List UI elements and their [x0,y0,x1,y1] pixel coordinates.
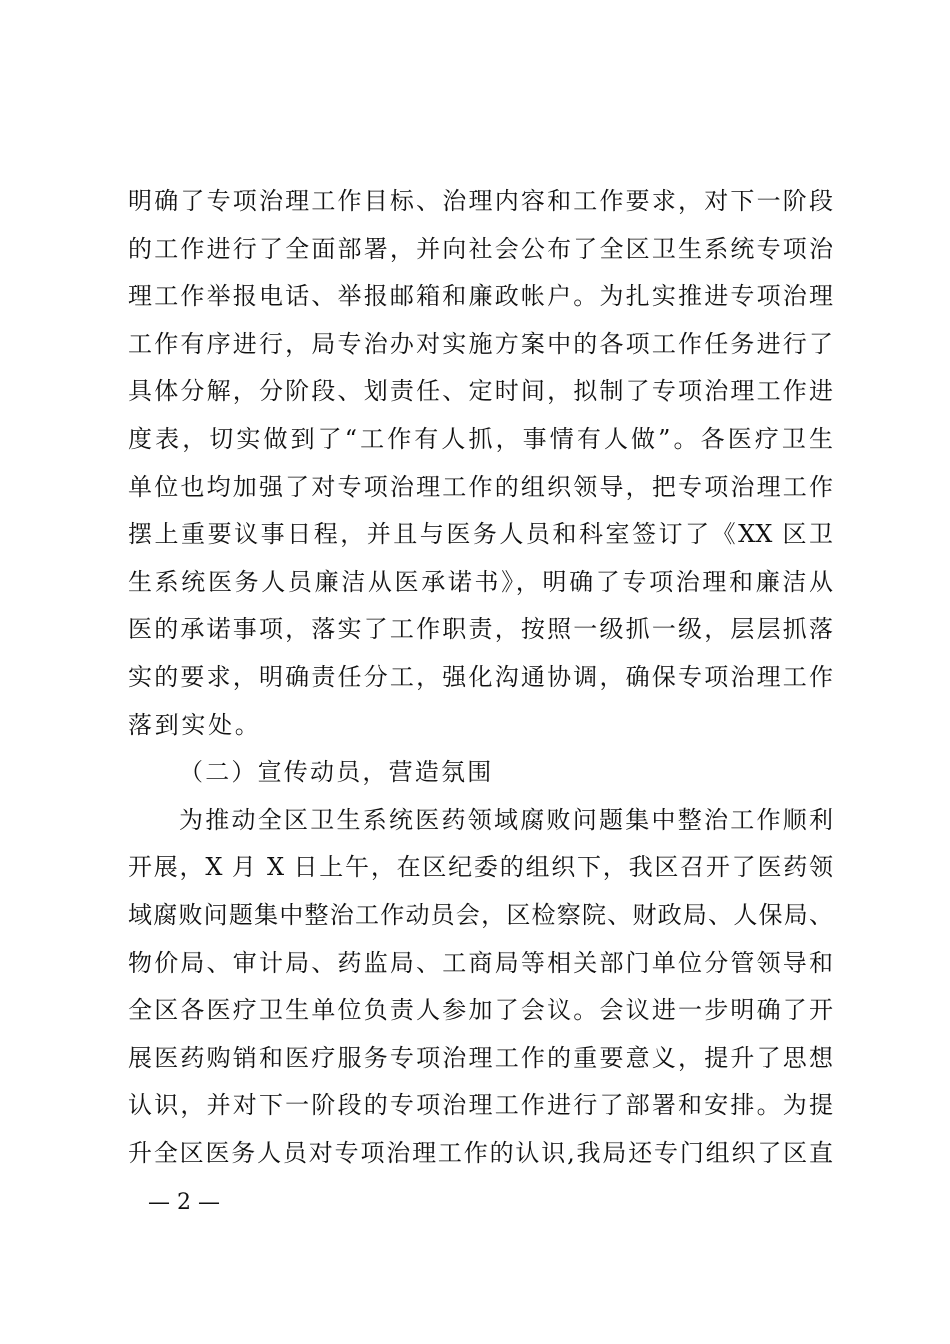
page-number: — 2 — [148,1190,220,1215]
text-line: 升全区医务人员对专项治理工作的认识,我局还专门组织了区直 [128,1138,833,1167]
text-line: 具体分解，分阶段、划责任、定时间，拟制了专项治理工作进 [128,377,833,406]
text-line: 展医药购销和医疗服务专项治理工作的重要意义，提升了思想 [128,1043,833,1072]
text-line: 工作有序进行，局专治办对实施方案中的各项工作任务进行了 [128,329,833,358]
text-line: 摆上重要议事日程，并且与医务人员和科室签订了《XX 区卫 [128,520,833,549]
text-line: 开展，X 月 X 日上午，在区纪委的组织下，我区召开了医药领 [128,853,833,882]
text-line: 域腐败问题集中整治工作动员会，区检察院、财政局、人保局、 [128,900,833,929]
text-line: 生系统医务人员廉洁从医承诺书》，明确了专项治理和廉洁从 [128,567,833,596]
text-line: 落到实处。 [128,710,262,739]
text-line: 实的要求，明确责任分工，强化沟通协调，确保专项治理工作 [128,662,833,691]
body-text [128,178,833,1177]
text-line: 理工作举报电话、举报邮箱和廉政帐户。为扎实推进专项治理 [128,282,833,311]
text-line: 明确了专项治理工作目标、治理内容和工作要求，对下一阶段 [128,187,833,215]
text-line: 认识，并对下一阶段的专项治理工作进行了部署和安排。为提 [128,1091,833,1120]
text-line: 的工作进行了全面部署，并向社会公布了全区卫生系统专项治 [128,234,833,263]
section-heading: （二）宣传动员，营造氛围 [179,758,494,787]
text-line: 为推动全区卫生系统医药领域腐败问题集中整治工作顺利 [179,805,833,834]
text-line: 全区各医疗卫生单位负责人参加了会议。会议进一步明确了开 [128,996,833,1025]
text-line: 医的承诺事项，落实了工作职责，按照一级抓一级，层层抓落 [128,615,833,644]
text-line: 度表，切实做到了“工作有人抓，事情有人做”。各医疗卫生 [128,424,833,453]
text-line: 单位也均加强了对专项治理工作的组织领导，把专项治理工作 [128,472,833,501]
text-line: 物价局、审计局、药监局、工商局等相关部门单位分管领导和 [128,948,833,977]
